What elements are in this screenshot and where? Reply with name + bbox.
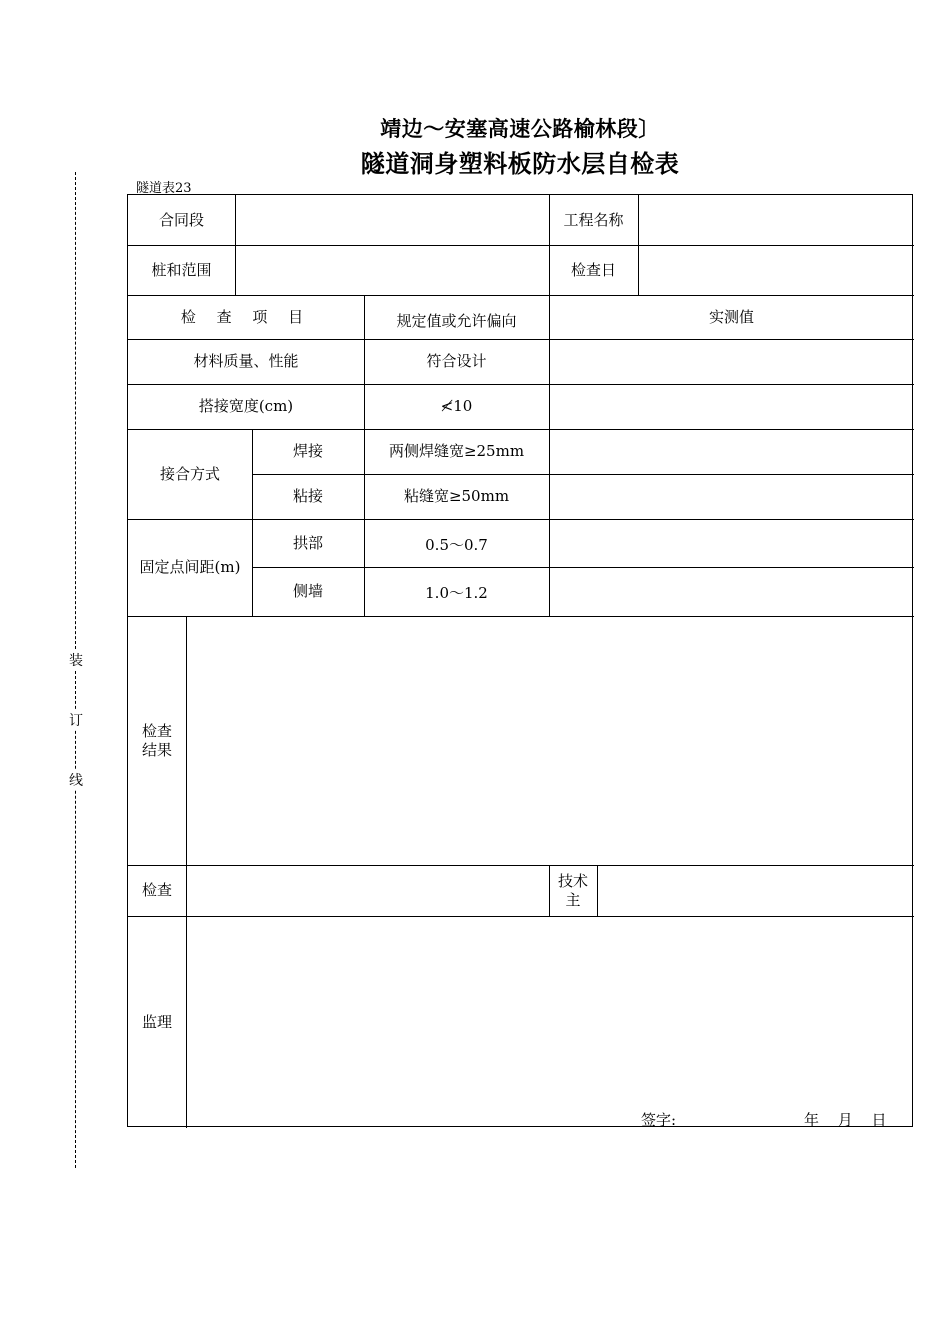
binding-char-2: 订	[67, 710, 85, 730]
fixing-spacing-label: 固定点间距(m)	[139, 558, 241, 576]
side-wall-label: 侧墙	[292, 582, 323, 600]
header-measured: 实测值	[708, 307, 754, 326]
welding-label: 焊接	[292, 442, 323, 460]
station-range-label: 桩和范围	[151, 260, 212, 279]
inspection-date-field[interactable]	[638, 245, 914, 295]
side-wall-spec: 1.0～1.2	[425, 584, 488, 602]
inspection-results-field[interactable]	[186, 616, 914, 865]
arch-measured[interactable]	[549, 519, 914, 567]
header-inspection-item: 检 查 项 目	[180, 307, 312, 326]
arch-spec: 0.5～0.7	[425, 535, 488, 554]
project-name-field[interactable]	[638, 195, 914, 245]
side-wall-measured[interactable]	[549, 567, 914, 616]
overlap-width-spec: ≮10	[440, 397, 473, 415]
signature-label: 签字:	[641, 1111, 677, 1129]
binding-dashed-line	[75, 172, 76, 1168]
supervisor-field[interactable]	[186, 916, 914, 1096]
bonding-spec: 粘缝宽≥50mm	[403, 487, 510, 505]
welding-spec: 两侧焊缝宽≥25mm	[388, 442, 525, 460]
bonding-measured[interactable]	[549, 474, 914, 519]
inspector-label: 检查	[141, 881, 172, 899]
overlap-width-label: 搭接宽度(cm)	[198, 397, 294, 415]
header-spec: 规定值或允许偏向	[396, 311, 517, 330]
supervisor-label: 监理	[141, 1012, 172, 1031]
joint-method-label: 接合方式	[159, 464, 220, 483]
report-title-line2: 隧道洞身塑料板防水层自检表	[360, 150, 680, 178]
inspector-field[interactable]	[186, 865, 549, 916]
form-code: 隧道表23	[136, 181, 192, 196]
tech-lead-label	[549, 865, 597, 916]
signature-date: 年 月 日	[804, 1111, 887, 1129]
material-quality-label: 材料质量、性能	[193, 352, 299, 370]
inspection-date-label: 检查日	[570, 260, 616, 279]
tech-lead-label-line1: 技术	[557, 871, 588, 890]
inspection-results-label-line1: 检查	[141, 721, 172, 740]
tech-lead-field[interactable]	[597, 865, 914, 916]
bonding-label: 粘接	[292, 487, 323, 505]
arch-label: 拱部	[292, 533, 323, 552]
project-name-label: 工程名称	[563, 210, 624, 229]
station-range-field[interactable]	[235, 245, 549, 295]
contract-label: 合同段	[158, 210, 204, 229]
tech-lead-label-line2: 主	[565, 890, 581, 909]
report-title-line1: 靖边～安塞高速公路榆林段〕	[380, 117, 660, 141]
inspection-form-table	[127, 194, 913, 1127]
material-quality-spec: 符合设计	[426, 352, 487, 370]
binding-char-3: 线	[67, 770, 85, 790]
inspection-results-label	[128, 616, 186, 865]
material-quality-measured[interactable]	[549, 339, 914, 384]
welding-measured[interactable]	[549, 429, 914, 474]
inspection-results-label-line2: 结果	[141, 740, 172, 759]
binding-char-1: 装	[67, 650, 85, 670]
contract-field[interactable]	[235, 195, 549, 245]
overlap-width-measured[interactable]	[549, 384, 914, 429]
